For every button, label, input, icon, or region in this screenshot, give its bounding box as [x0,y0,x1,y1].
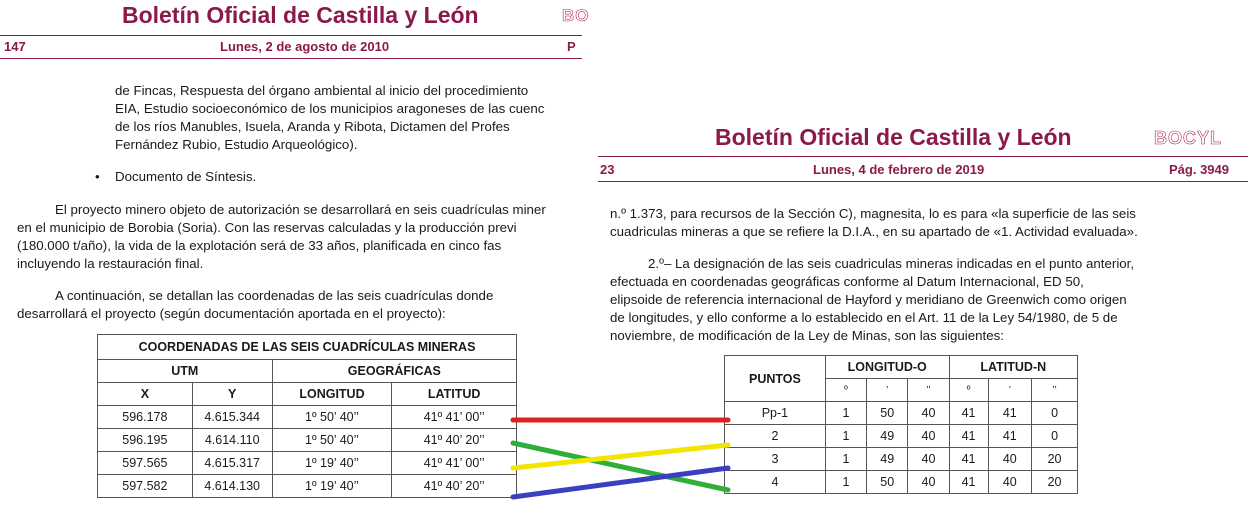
unit-minutes: ’ [988,379,1032,402]
right-page-number: Pág. 3949 [1169,162,1229,177]
cell-y: 4.614.130 [192,475,272,498]
unit-seconds: ’’ [908,379,949,402]
cell-lat-sec: 20 [1032,471,1078,494]
cell-y: 4.615.344 [192,406,272,429]
left-issue-date: Lunes, 2 de agosto de 2010 [220,39,390,54]
cell-x: 596.178 [98,406,193,429]
cell-longitud: 1º 50’ 40’’ [272,406,392,429]
cell-lon-sec: 40 [908,471,949,494]
text-line: n.º 1.373, para recursos de la Sección C), magnesita, lo es para «la superficie de las seis [610,206,1136,221]
cell-x: 596.195 [98,429,193,452]
left-page-number: P [567,39,576,54]
bullet-item: Documento de Síntesis. [115,169,257,184]
text-line: desarrollará el proyecto (según documentación aportada en el proyecto): [17,306,446,321]
column-header-x: X [98,383,193,406]
cell-latitud: 41º 41’ 00’’ [392,406,517,429]
left-bulletin-title: Boletín Oficial de Castilla y León [122,2,479,28]
cell-lat-sec: 0 [1032,402,1078,425]
text-line: El proyecto minero objeto de autorización se desarrollará en seis cuadrículas miner [55,202,546,217]
text-line: 2.º– La designación de las seis cuadriculas mineras indicadas en el punto anterior, [648,256,1135,271]
cell-lon-min: 50 [867,402,908,425]
text-line: de los ríos Manubles, Isuela, Aranda y Ribota, Dictamen del Profes [115,119,510,134]
cell-lon-sec: 40 [908,425,949,448]
text-line: elipsoide de referencia internacional de Hayford y meridiano de Greenwich como origen [610,292,1127,307]
text-line: EIA, Estudio socioeconómico de los municipios aragoneses de las cuenc [115,101,545,116]
right-issue-date: Lunes, 4 de febrero de 2019 [813,162,985,177]
cell-y: 4.615.317 [192,452,272,475]
text-line: de Fincas, Respuesta del órgano ambiental al inicio del procedimiento [115,83,529,98]
cell-punto: 3 [725,448,826,471]
cell-lat-min: 40 [988,471,1032,494]
cell-lat-sec: 20 [1032,448,1078,471]
cell-lat-min: 41 [988,425,1032,448]
right-bulletin-title: Boletín Oficial de Castilla y León [715,124,1072,150]
cell-lat-min: 41 [988,402,1032,425]
text-line: noviembre, de modificación de la Ley de Minas, son las siguientes: [610,328,1004,343]
cell-longitud: 1º 50’ 40’’ [272,429,392,452]
cell-lat-deg: 41 [949,471,988,494]
unit-seconds: ’’ [1032,379,1078,402]
cell-lon-deg: 1 [825,402,866,425]
group-header-longitud-o: LONGITUD-O [825,356,949,379]
cell-y: 4.614.110 [192,429,272,452]
right-issue-number: 23 [600,162,615,177]
cell-lat-deg: 41 [949,402,988,425]
text-line: Fernández Rubio, Estudio Arqueológico). [115,137,358,152]
cell-latitud: 41º 40’ 20’’ [392,429,517,452]
cell-lon-min: 50 [867,471,908,494]
cell-latitud: 41º 41’ 00’’ [392,452,517,475]
table-title: COORDENADAS DE LAS SEIS CUADRÍCULAS MINERAS [98,335,517,360]
cell-longitud: 1º 19’ 40’’ [272,452,392,475]
bullet-icon: • [95,169,100,184]
cell-lat-deg: 41 [949,448,988,471]
cell-lon-deg: 1 [825,448,866,471]
group-header-utm: UTM [98,360,273,383]
text-line: (180.000 t/año), la vida de la explotación será de 33 años, planificada en cinco fas [17,238,502,253]
cell-punto: Pp-1 [725,402,826,425]
column-header-latitud: LATITUD [392,383,517,406]
cell-longitud: 1º 19’ 40’’ [272,475,392,498]
unit-minutes: ’ [867,379,908,402]
cell-lat-deg: 41 [949,425,988,448]
group-header-geograficas: GEOGRÁFICAS [272,360,516,383]
cell-lon-sec: 40 [908,448,949,471]
cell-x: 597.565 [98,452,193,475]
unit-degrees: º [949,379,988,402]
cell-lon-deg: 1 [825,425,866,448]
cell-punto: 4 [725,471,826,494]
text-line: A continuación, se detallan las coordenadas de las seis cuadrículas donde [55,288,494,303]
text-line: de longitudes, y ello conforme a lo establecido en el Art. 11 de la Ley 54/1980, de 5 de [610,310,1118,325]
cell-x: 597.582 [98,475,193,498]
cell-lat-min: 40 [988,448,1032,471]
cell-lon-min: 49 [867,425,908,448]
left-bocyl-logo: BO [562,6,590,25]
column-header-y: Y [192,383,272,406]
cell-lon-sec: 40 [908,402,949,425]
cell-lon-deg: 1 [825,471,866,494]
text-line: cuadriculas mineras a que se refiere la D.I.A., en su apartado de «1. Actividad evaluada». [610,224,1138,239]
text-line: incluyendo la restauración final. [17,256,204,271]
cell-latitud: 41º 40’ 20’’ [392,475,517,498]
cell-lon-min: 49 [867,448,908,471]
text-line: en el municipio de Borobia (Soria). Con las reservas calculadas y la producción previ [17,220,517,235]
column-header-puntos: PUNTOS [725,356,826,402]
left-issue-number: 147 [4,39,26,54]
text-line: efectuada en coordenadas geográficas conforme al Datum Internacional, ED 50, [610,274,1084,289]
cell-lat-sec: 0 [1032,425,1078,448]
unit-degrees: º [825,379,866,402]
column-header-longitud: LONGITUD [272,383,392,406]
cell-punto: 2 [725,425,826,448]
group-header-latitud-n: LATITUD-N [949,356,1077,379]
right-bocyl-logo: BOCYL [1154,128,1222,148]
